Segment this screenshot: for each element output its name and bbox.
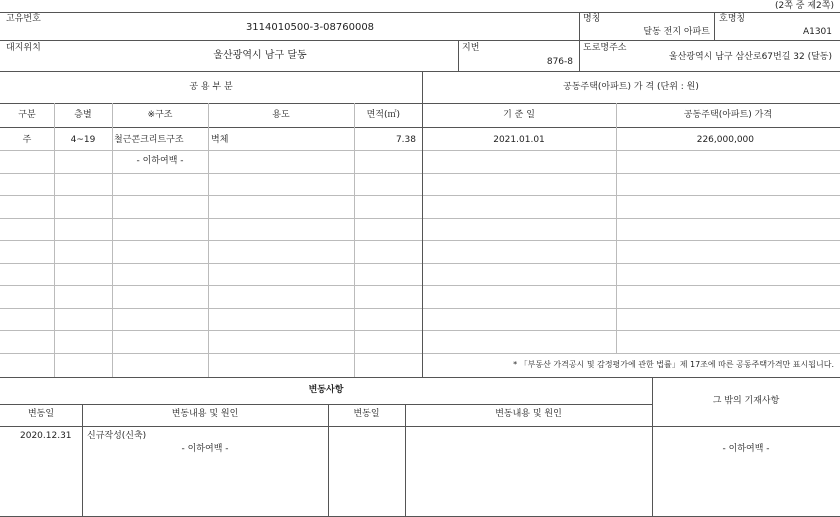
col-vline xyxy=(208,103,209,377)
common-end-note: - 이하여백 - xyxy=(136,156,184,166)
col-vline xyxy=(112,103,113,377)
row-line xyxy=(0,240,840,241)
section-bottom-border xyxy=(0,377,840,378)
changes-vline xyxy=(405,404,406,517)
row-line xyxy=(0,285,840,286)
col-header-change-date: 변동일 xyxy=(27,409,55,419)
road-label: 도로명주소 xyxy=(583,43,627,53)
site-label: 대지위치 xyxy=(6,43,41,53)
header-vline xyxy=(579,12,580,71)
unit-value: A1301 xyxy=(802,27,832,37)
col-vline xyxy=(354,103,355,377)
row-line xyxy=(0,150,840,151)
cell-structure: 철근콘크리트구조 xyxy=(114,135,184,145)
col-header-change-date-2: 변동일 xyxy=(353,409,380,419)
row-line xyxy=(0,308,840,309)
page-indicator: (2쪽 중 제2쪽) xyxy=(775,1,834,11)
lot-value: 876-8 xyxy=(546,57,573,67)
price-footnote: * 「부동산 가격공시 및 감정평가에 관한 법률」제 17조에 따른 공동주택가격만 표시됩니다. xyxy=(513,360,834,369)
row-line xyxy=(0,353,840,354)
col-header-use: 용도 xyxy=(272,110,290,120)
column-header-divider xyxy=(0,127,840,128)
cell-use: 벽체 xyxy=(211,135,229,145)
col-header-change-content-2: 변동내용 및 원인 xyxy=(495,409,562,419)
changes-vline xyxy=(328,404,329,517)
changes-title-divider xyxy=(0,404,652,405)
cell-base-date: 2021.01.01 xyxy=(493,135,545,145)
cell-price: 226,000,000 xyxy=(696,135,754,145)
change-entry-date: 2020.12.31 xyxy=(20,431,72,441)
col-header-structure: ※구조 xyxy=(147,110,173,120)
other-items-title: 그 밖의 기재사항 xyxy=(712,396,780,406)
unique-no-value: 3114010500-3-08760008 xyxy=(245,22,375,33)
col-vline xyxy=(616,103,617,353)
price-title: 공동주택(아파트) 가 격 (단위 : 원) xyxy=(563,82,699,92)
cell-floor: 4~19 xyxy=(70,135,96,145)
changes-header-divider xyxy=(0,426,840,427)
name-value: 달동 전지 아파트 xyxy=(643,27,710,37)
row-line xyxy=(0,195,840,196)
header-bottom-border xyxy=(0,71,840,72)
change-entry-content: 신규작성(신축) xyxy=(87,431,147,441)
row-line xyxy=(0,218,840,219)
other-end-note: - 이하여백 - xyxy=(722,444,770,454)
unit-label: 호명칭 xyxy=(719,14,746,24)
cell-area: 7.38 xyxy=(395,135,416,145)
col-header-area: 면적(㎡) xyxy=(366,110,400,120)
section-header-divider xyxy=(0,103,840,104)
col-header-price: 공동주택(아파트) 가격 xyxy=(683,110,773,120)
site-value: 울산광역시 남구 달동 xyxy=(213,50,307,61)
common-part-title: 공 용 부 분 xyxy=(189,82,233,92)
cell-type: 주 xyxy=(22,135,32,145)
col-header-change-content: 변동내용 및 원인 xyxy=(171,409,239,419)
header-vline xyxy=(714,12,715,41)
row-line xyxy=(0,263,840,264)
row-line xyxy=(0,173,840,174)
col-header-type: 구분 xyxy=(18,110,36,120)
row-line xyxy=(0,330,840,331)
changes-end-note: - 이하여백 - xyxy=(181,444,229,454)
name-label: 명칭 xyxy=(583,14,601,24)
changes-vline xyxy=(82,404,83,517)
lot-label: 지번 xyxy=(462,43,480,53)
col-header-base-date: 기 준 일 xyxy=(503,110,535,120)
unique-no-label: 고유번호 xyxy=(6,14,41,24)
changes-title: 변동사항 xyxy=(308,385,344,395)
road-value: 울산광역시 남구 삼산로67번길 32 (달동) xyxy=(668,52,832,62)
header-vline xyxy=(458,40,459,71)
col-header-floor: 층별 xyxy=(74,110,92,120)
